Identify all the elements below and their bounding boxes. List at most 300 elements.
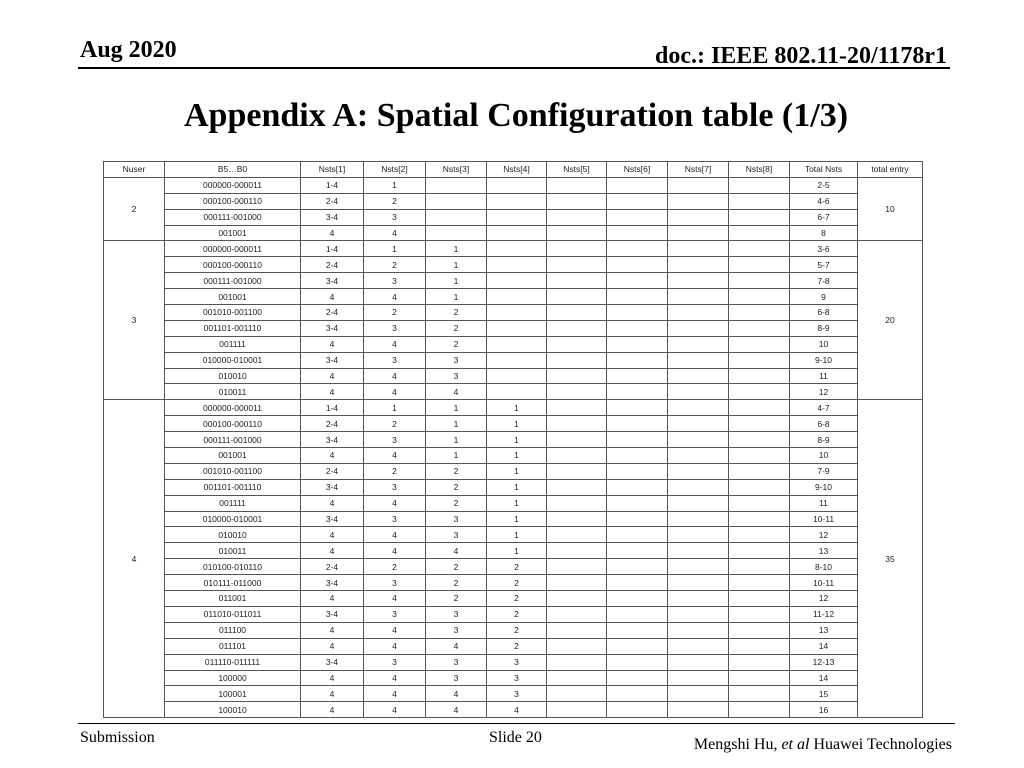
total-nsts-cell: 8 (790, 225, 858, 241)
bits-cell: 001101-001110 (165, 479, 301, 495)
bits-cell: 001101-001110 (165, 320, 301, 336)
nsts-cell: 3 (364, 273, 426, 289)
nsts-cell (547, 591, 607, 607)
nsts-cell: 1-4 (301, 241, 364, 257)
spatial-configuration-table (103, 161, 923, 718)
nsts-cell (668, 622, 729, 638)
nsts-cell (547, 463, 607, 479)
nsts-cell (426, 177, 487, 193)
nsts-cell (547, 352, 607, 368)
nsts-cell: 1 (487, 432, 547, 448)
nsts-cell: 2 (426, 336, 487, 352)
bits-cell: 000000-000011 (165, 241, 301, 257)
nsts-cell (729, 559, 790, 575)
nsts-cell (547, 543, 607, 559)
nsts-cell: 1 (426, 289, 487, 305)
nsts-cell: 2-4 (301, 305, 364, 321)
nsts-cell (729, 463, 790, 479)
nsts-cell: 1 (487, 527, 547, 543)
total-nsts-cell: 12 (790, 527, 858, 543)
nsts-cell: 1 (487, 543, 547, 559)
bits-cell: 001001 (165, 289, 301, 305)
nsts-cell (668, 638, 729, 654)
nsts-cell: 4 (364, 225, 426, 241)
nsts-cell (729, 384, 790, 400)
footer-author: Mengshi Hu, (693, 736, 778, 753)
nsts-cell: 3-4 (301, 320, 364, 336)
nsts-cell: 2 (426, 495, 487, 511)
nsts-cell (729, 257, 790, 273)
table-row (104, 575, 923, 591)
nsts-cell: 4 (364, 638, 426, 654)
bits-cell: 100000 (165, 670, 301, 686)
nsts-cell (487, 368, 547, 384)
table-row (104, 606, 923, 622)
nsts-cell: 1 (487, 448, 547, 464)
table-row (104, 591, 923, 607)
nsts-cell (668, 575, 729, 591)
nsts-cell (729, 193, 790, 209)
table-row (104, 241, 923, 257)
nsts-cell: 4 (301, 289, 364, 305)
bits-cell: 000100-000110 (165, 193, 301, 209)
nsts-cell: 3 (364, 209, 426, 225)
column-header: Nsts[7] (668, 162, 729, 178)
header-date: Aug 2020 (80, 37, 177, 63)
nsts-cell (487, 257, 547, 273)
nsts-cell: 4 (301, 670, 364, 686)
nsts-cell: 3 (426, 606, 487, 622)
nsts-cell: 4 (426, 638, 487, 654)
nsts-cell: 2 (364, 305, 426, 321)
nsts-cell: 3 (426, 511, 487, 527)
nsts-cell: 4 (301, 638, 364, 654)
bits-cell: 010011 (165, 384, 301, 400)
total-entry-cell: 35 (858, 400, 923, 718)
footer-author-line (694, 736, 952, 754)
bits-cell: 000000-000011 (165, 177, 301, 193)
bits-cell: 000000-000011 (165, 400, 301, 416)
total-entry-cell: 20 (858, 241, 923, 400)
nsts-cell: 4 (364, 495, 426, 511)
nsts-cell (668, 257, 729, 273)
nsts-cell (668, 177, 729, 193)
table-row (104, 209, 923, 225)
nsts-cell (607, 702, 668, 718)
column-header: total entry (858, 162, 923, 178)
nuser-cell: 2 (104, 177, 165, 241)
total-nsts-cell: 15 (790, 686, 858, 702)
nsts-cell: 3-4 (301, 511, 364, 527)
nsts-cell: 3 (364, 352, 426, 368)
nsts-cell (668, 241, 729, 257)
nsts-cell (607, 432, 668, 448)
footer-submission: Submission (80, 729, 155, 746)
nsts-cell: 4 (364, 686, 426, 702)
nsts-cell (547, 320, 607, 336)
column-header: Nsts[5] (547, 162, 607, 178)
nsts-cell (729, 448, 790, 464)
total-nsts-cell: 6-8 (790, 416, 858, 432)
nsts-cell: 3 (364, 511, 426, 527)
nsts-cell (668, 225, 729, 241)
nsts-cell (547, 702, 607, 718)
table-row (104, 400, 923, 416)
nsts-cell: 2-4 (301, 257, 364, 273)
nsts-cell: 2 (364, 559, 426, 575)
nsts-cell: 4 (301, 448, 364, 464)
nsts-cell (607, 368, 668, 384)
nsts-cell: 3 (487, 654, 547, 670)
nsts-cell: 4 (301, 543, 364, 559)
nsts-cell (547, 559, 607, 575)
total-nsts-cell: 6-8 (790, 305, 858, 321)
nsts-cell (607, 320, 668, 336)
table-row (104, 543, 923, 559)
total-nsts-cell: 11 (790, 368, 858, 384)
nsts-cell (547, 336, 607, 352)
total-nsts-cell: 7-8 (790, 273, 858, 289)
table-row (104, 511, 923, 527)
nsts-cell (729, 495, 790, 511)
nsts-cell (607, 336, 668, 352)
total-nsts-cell: 12 (790, 384, 858, 400)
total-nsts-cell: 13 (790, 622, 858, 638)
table-row (104, 257, 923, 273)
footer-organization: Huawei Technologies (813, 736, 952, 753)
nsts-cell (729, 702, 790, 718)
nsts-cell: 4 (426, 543, 487, 559)
nsts-cell: 3-4 (301, 432, 364, 448)
nsts-cell (607, 591, 668, 607)
nsts-cell (668, 463, 729, 479)
nsts-cell (668, 527, 729, 543)
nsts-cell (729, 305, 790, 321)
total-nsts-cell: 12-13 (790, 654, 858, 670)
nsts-cell (607, 606, 668, 622)
nsts-cell: 1 (487, 416, 547, 432)
nsts-cell (668, 702, 729, 718)
nsts-cell (547, 305, 607, 321)
nsts-cell: 4 (301, 702, 364, 718)
nsts-cell (668, 368, 729, 384)
bits-cell: 010010 (165, 527, 301, 543)
nsts-cell (547, 257, 607, 273)
total-nsts-cell: 8-10 (790, 559, 858, 575)
nsts-cell (607, 479, 668, 495)
bits-cell: 010000-010001 (165, 352, 301, 368)
nsts-cell: 2 (364, 193, 426, 209)
nsts-cell (487, 352, 547, 368)
table-row (104, 670, 923, 686)
header-divider (78, 67, 950, 69)
nsts-cell (547, 400, 607, 416)
nsts-cell: 3 (426, 368, 487, 384)
nsts-cell: 4 (364, 527, 426, 543)
nsts-cell (729, 686, 790, 702)
nsts-cell (668, 495, 729, 511)
nsts-cell: 3 (364, 575, 426, 591)
nsts-cell (607, 289, 668, 305)
nsts-cell: 4 (301, 686, 364, 702)
bits-cell: 011101 (165, 638, 301, 654)
nsts-cell: 3 (426, 622, 487, 638)
nsts-cell (547, 654, 607, 670)
bits-cell: 010111-011000 (165, 575, 301, 591)
bits-cell: 010011 (165, 543, 301, 559)
footer-slide-number: Slide 20 (489, 729, 542, 746)
nsts-cell: 4 (364, 448, 426, 464)
nsts-cell (668, 654, 729, 670)
bits-cell: 001111 (165, 336, 301, 352)
nsts-cell (487, 384, 547, 400)
nsts-cell (729, 368, 790, 384)
nsts-cell (729, 273, 790, 289)
nsts-cell (668, 543, 729, 559)
nsts-cell: 4 (364, 543, 426, 559)
nsts-cell (729, 638, 790, 654)
nsts-cell (729, 670, 790, 686)
nsts-cell (487, 209, 547, 225)
nsts-cell (668, 193, 729, 209)
bits-cell: 011010-011011 (165, 606, 301, 622)
nsts-cell (547, 527, 607, 543)
column-header: Nsts[4] (487, 162, 547, 178)
nsts-cell: 2-4 (301, 463, 364, 479)
nsts-cell: 3 (426, 352, 487, 368)
footer-et-al: et al (781, 736, 810, 753)
nsts-cell (729, 543, 790, 559)
nsts-cell (607, 543, 668, 559)
nsts-cell (426, 209, 487, 225)
nsts-cell (607, 193, 668, 209)
nsts-cell: 1 (487, 400, 547, 416)
nsts-cell (547, 241, 607, 257)
table-row (104, 479, 923, 495)
nsts-cell (607, 225, 668, 241)
nsts-cell (668, 448, 729, 464)
nsts-cell (729, 320, 790, 336)
nsts-cell (487, 320, 547, 336)
nsts-cell (487, 193, 547, 209)
nsts-cell: 4 (426, 702, 487, 718)
bits-cell: 000111-001000 (165, 273, 301, 289)
nsts-cell: 3-4 (301, 209, 364, 225)
table-row (104, 686, 923, 702)
nsts-cell (668, 273, 729, 289)
nsts-cell (487, 177, 547, 193)
nsts-cell (607, 305, 668, 321)
nsts-cell: 4 (426, 686, 487, 702)
nsts-cell (607, 384, 668, 400)
nsts-cell: 1 (487, 463, 547, 479)
nsts-cell: 3 (426, 654, 487, 670)
nsts-cell (547, 495, 607, 511)
total-nsts-cell: 9-10 (790, 352, 858, 368)
nsts-cell: 1 (426, 273, 487, 289)
table-row (104, 527, 923, 543)
column-header: Nsts[1] (301, 162, 364, 178)
nsts-cell (607, 670, 668, 686)
total-nsts-cell: 10 (790, 336, 858, 352)
nsts-cell (668, 479, 729, 495)
nsts-cell: 4 (364, 289, 426, 305)
table-row (104, 559, 923, 575)
table-row (104, 177, 923, 193)
nsts-cell (729, 479, 790, 495)
nsts-cell: 3-4 (301, 654, 364, 670)
nsts-cell: 1 (487, 495, 547, 511)
nsts-cell: 2 (364, 463, 426, 479)
total-nsts-cell: 10-11 (790, 511, 858, 527)
nsts-cell (668, 416, 729, 432)
nsts-cell: 2 (487, 575, 547, 591)
nsts-cell (729, 527, 790, 543)
nsts-cell (729, 606, 790, 622)
table-row (104, 384, 923, 400)
bits-cell: 001010-001100 (165, 463, 301, 479)
nsts-cell: 2-4 (301, 416, 364, 432)
nsts-cell (547, 606, 607, 622)
nsts-cell: 2-4 (301, 559, 364, 575)
nsts-cell (607, 686, 668, 702)
table-row (104, 448, 923, 464)
nsts-cell (729, 622, 790, 638)
nsts-cell (607, 209, 668, 225)
nsts-cell (547, 177, 607, 193)
nsts-cell (426, 225, 487, 241)
nsts-cell: 1 (426, 432, 487, 448)
table-row (104, 193, 923, 209)
table-row (104, 416, 923, 432)
nsts-cell (607, 400, 668, 416)
nsts-cell (729, 416, 790, 432)
nsts-cell (607, 575, 668, 591)
nsts-cell: 4 (426, 384, 487, 400)
nsts-cell (487, 225, 547, 241)
nsts-cell (607, 559, 668, 575)
bits-cell: 000111-001000 (165, 209, 301, 225)
nsts-cell: 1 (487, 479, 547, 495)
nsts-cell: 2 (487, 622, 547, 638)
nsts-cell (668, 559, 729, 575)
nsts-cell: 3 (487, 670, 547, 686)
bits-cell: 011100 (165, 622, 301, 638)
table-row (104, 495, 923, 511)
nsts-cell (607, 352, 668, 368)
nsts-cell: 2 (364, 416, 426, 432)
nsts-cell (547, 448, 607, 464)
nsts-cell (547, 432, 607, 448)
nsts-cell: 1-4 (301, 177, 364, 193)
nsts-cell: 3 (487, 686, 547, 702)
nsts-cell (607, 416, 668, 432)
nsts-cell (547, 622, 607, 638)
total-nsts-cell: 4-7 (790, 400, 858, 416)
nsts-cell (607, 273, 668, 289)
total-nsts-cell: 5-7 (790, 257, 858, 273)
nsts-cell: 2 (426, 479, 487, 495)
nsts-cell (487, 336, 547, 352)
nsts-cell: 2 (426, 320, 487, 336)
nsts-cell: 4 (364, 670, 426, 686)
nsts-cell (547, 273, 607, 289)
nsts-cell: 3 (426, 670, 487, 686)
nsts-cell (729, 511, 790, 527)
nsts-cell (668, 384, 729, 400)
nsts-cell: 4 (364, 622, 426, 638)
total-nsts-cell: 12 (790, 591, 858, 607)
bits-cell: 000100-000110 (165, 416, 301, 432)
nsts-cell: 4 (301, 225, 364, 241)
nsts-cell (487, 305, 547, 321)
table-row (104, 289, 923, 305)
nsts-cell (607, 511, 668, 527)
nsts-cell: 4 (364, 384, 426, 400)
nsts-cell (607, 241, 668, 257)
table-row (104, 336, 923, 352)
nsts-cell: 4 (301, 622, 364, 638)
nsts-cell (487, 241, 547, 257)
table-row (104, 320, 923, 336)
nsts-cell (547, 638, 607, 654)
nsts-cell: 1 (364, 241, 426, 257)
nsts-cell (668, 432, 729, 448)
nsts-cell (729, 225, 790, 241)
nsts-cell: 2 (426, 305, 487, 321)
nsts-cell (607, 638, 668, 654)
nsts-cell (607, 527, 668, 543)
total-nsts-cell: 14 (790, 638, 858, 654)
nsts-cell: 1 (364, 400, 426, 416)
nsts-cell (547, 225, 607, 241)
total-nsts-cell: 9-10 (790, 479, 858, 495)
nsts-cell: 2 (487, 591, 547, 607)
nsts-cell (668, 511, 729, 527)
column-header: Total Nsts (790, 162, 858, 178)
nsts-cell: 3-4 (301, 606, 364, 622)
nsts-cell (607, 622, 668, 638)
table-header-row (104, 162, 923, 178)
nsts-cell (607, 177, 668, 193)
nsts-cell: 3 (364, 479, 426, 495)
nsts-cell (668, 209, 729, 225)
nsts-cell: 3 (426, 527, 487, 543)
nsts-cell: 4 (364, 702, 426, 718)
nsts-cell (607, 463, 668, 479)
nsts-cell (547, 575, 607, 591)
nsts-cell: 4 (364, 336, 426, 352)
nuser-cell: 3 (104, 241, 165, 400)
total-nsts-cell: 16 (790, 702, 858, 718)
nsts-cell (729, 432, 790, 448)
nsts-cell (729, 654, 790, 670)
table-row (104, 622, 923, 638)
nsts-cell: 4 (301, 591, 364, 607)
table-row (104, 432, 923, 448)
nsts-cell: 4 (301, 368, 364, 384)
nsts-cell (668, 305, 729, 321)
nsts-cell: 4 (301, 336, 364, 352)
nsts-cell (607, 448, 668, 464)
nsts-cell (668, 606, 729, 622)
nsts-cell (668, 289, 729, 305)
nsts-cell (668, 352, 729, 368)
nsts-cell: 2 (487, 606, 547, 622)
nsts-cell: 2 (426, 463, 487, 479)
total-nsts-cell: 3-6 (790, 241, 858, 257)
nsts-cell (729, 591, 790, 607)
